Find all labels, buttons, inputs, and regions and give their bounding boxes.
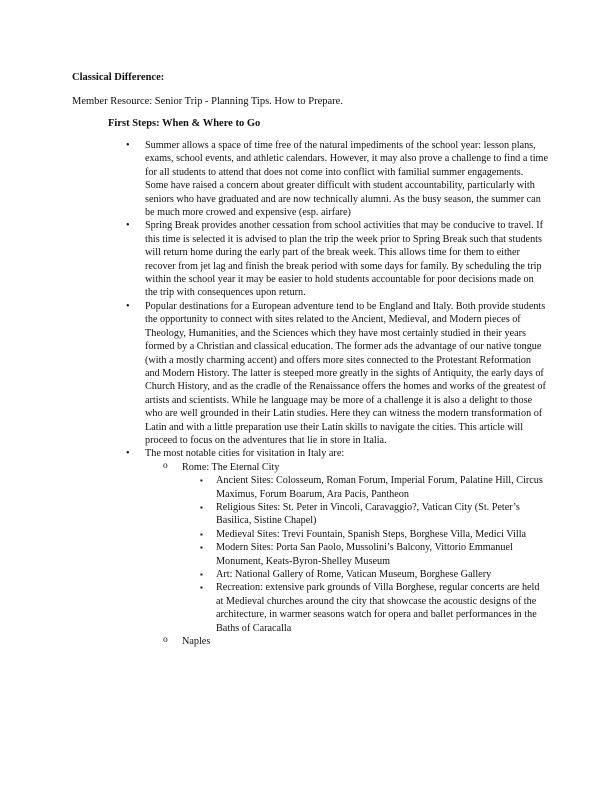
city-name: Naples	[182, 636, 211, 648]
list-item: ▪ Modern Sites: Porta San Paolo, Mussolini’s Balcony, Vittorio Emmanuel Monument, Keats-Byron-Shelley Museum	[182, 541, 548, 568]
cities-intro-text: The most notable cities for visitation in Italy are:	[145, 448, 345, 460]
document-subtitle: Member Resource: Senior Trip - Planning Tips. How to Prepare.	[72, 96, 343, 107]
city-name: Rome: The Eternal City	[182, 461, 280, 473]
list-item-summer: • Summer allows a space of time free of the natural impediments of the school year: lesson plans, exams, school events, and athletic calendars. However, it may also prove a challenge to find a time for all students to attend that does not come into conflict with familial summer engagements. Some have raised a concern about greater difficult with student accountability, particularly with seniors who have graduated and are now technically alumni. As the busy season, the summer can be much more crowed and expensive (esp. airfare)	[118, 139, 548, 219]
section-heading: First Steps: When & Where to Go	[108, 118, 261, 129]
list-item-destinations: • Popular destinations for a European adventure tend to be England and Italy. Both provide students the opportunity to connect with sites related to the Ancient, Medieval, and Modern pieces of Theology, Humanities, and the Sciences which they have most certainly studied in their years formed by a Christian and classical education. The former ads the advantage of our native tongue (with a mostly charming accent) and offers more sites connected to the Protestant Reformation and Modern History. The latter is steeped more greatly in the sights of Antiquity, the early days of Church History, and as the cradle of the Renaissance offers the homes and works of the greatest of artists and scientists. While he language may be more of a challenge it is also a delight to those who are well grounded in their Latin studies. Here they can witness the modern transformation of Latin and with a little preparation use their Latin skills to navigate the cities. This article will proceed to focus on the adventures that lie in store in Italia.	[118, 300, 548, 447]
list-item: ▪ Recreation: extensive park grounds of Villa Borghese, regular concerts are held at Medieval churches around the city that showcase the acoustic designs of the architecture, in warmer seasons watch for opera and ballet performances in the Baths of Caracalla	[182, 581, 548, 635]
list-item: ▪ Religious Sites: St. Peter in Vincoli, Caravaggio?, Vatican City (St. Peter’s Basilica, Sistine Chapel)	[182, 501, 548, 528]
document-title: Classical Difference:	[72, 72, 165, 83]
list-item-spring-break: • Spring Break provides another cessation from school activities that may be conducive to travel. If this time is selected it is advised to plan the trip the week prior to Spring Break such that students will return home during the early part of the break week. This allows time for them to either recover from jet lag and finish the break period with some days for family. By scheduling the trip within the school year it may be easier to hold students accountable for poor decisions made on the trip with consequences upon return.	[118, 219, 548, 299]
city-list	[145, 461, 548, 649]
main-bullet-list	[118, 139, 548, 648]
city-item-naples	[145, 635, 548, 648]
list-item: ▪ Medieval Sites: Trevi Fountain, Spanish Steps, Borghese Villa, Medici Villa	[182, 528, 548, 541]
city-item-rome	[145, 461, 548, 635]
rome-sites-list	[182, 474, 548, 635]
list-item: ▪ Art: National Gallery of Rome, Vatican Museum, Borghese Gallery	[182, 568, 548, 581]
list-item: ▪ Ancient Sites: Colosseum, Roman Forum, Imperial Forum, Palatine Hill, Circus Maximus, Forum Boarum, Ara Pacis, Pantheon	[182, 474, 548, 501]
list-item-cities	[118, 447, 548, 648]
